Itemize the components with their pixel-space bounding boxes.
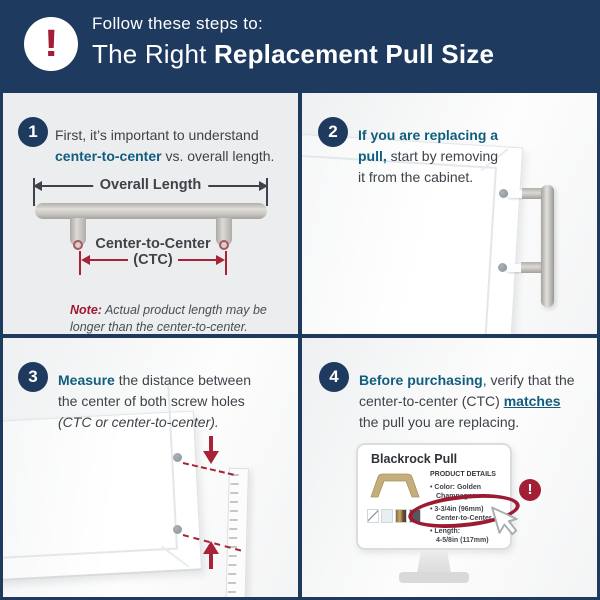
title-bold: Replacement Pull Size (213, 39, 495, 69)
alert-icon (24, 17, 78, 71)
pull-standoff (508, 190, 523, 198)
step-text-segment: start by removing (386, 148, 499, 164)
title-regular: The Right (92, 39, 214, 69)
step-text-segment: , verify that the (482, 372, 575, 388)
step-text-segment: (CTC or center-to-center). (58, 414, 219, 430)
step-text-segment: center-to-center (55, 148, 162, 164)
arrow-left-icon (81, 255, 90, 265)
detail-line: 4-5/8in (117mm) (436, 537, 489, 544)
overall-length-label: Overall Length (93, 177, 209, 193)
pull-standoff (507, 264, 522, 272)
step-text-segment: matches (503, 393, 561, 409)
step-3-text (58, 370, 266, 433)
step-text-segment: the distance between (114, 372, 252, 388)
page-title (92, 39, 494, 70)
monitor-stand (417, 550, 451, 573)
step-1-number-badge: 1 (18, 117, 48, 147)
step-2-number-badge: 2 (318, 117, 348, 147)
note-label: Note: (70, 302, 102, 317)
step-3-panel (3, 338, 298, 597)
pull-post (521, 262, 543, 273)
bar-pull-illustration (541, 185, 554, 307)
exclamation-glyph: ! (43, 23, 59, 65)
header (0, 0, 600, 93)
arrow-left-icon (33, 181, 42, 191)
ctc-arrow (81, 253, 225, 267)
step-text-segment: pull, (358, 148, 387, 164)
step-text-segment: center-to-center (CTC) (359, 393, 504, 409)
cabinet-door-illustration (3, 410, 202, 581)
detail-line: Length: (434, 528, 461, 535)
ctc-label: Center-to-Center (95, 236, 211, 252)
arrow-right-icon (216, 255, 225, 265)
step-3-number-badge: 3 (18, 362, 48, 392)
detail-line: Color: Golden (434, 484, 482, 491)
screw-hole (499, 189, 508, 198)
monitor-stand-base (399, 572, 469, 583)
product-thumbnail (367, 509, 379, 523)
step-text-segment: vs. overall length. (161, 148, 275, 164)
step-text-segment: it from the cabinet. (358, 169, 474, 185)
arrow-down-icon (203, 436, 219, 466)
step-4-panel (302, 338, 597, 597)
note-text (70, 302, 288, 335)
detail-line: 3-3/4in (96mm) (434, 506, 484, 513)
step-1-panel (3, 93, 298, 334)
golden-pull-image (368, 472, 422, 503)
bullet-icon: • (430, 484, 433, 491)
pull-bar-illustration (35, 203, 267, 219)
bullet-icon: • (430, 506, 433, 513)
screw-hole (173, 525, 182, 534)
step-text-segment: the pull you are replacing. (359, 414, 520, 430)
alert-badge-icon: ! (519, 479, 541, 501)
ruler-ticks (227, 474, 239, 597)
ctc-guide-line (225, 251, 227, 275)
ruler-illustration (225, 468, 249, 597)
bullet-icon: • (430, 528, 433, 535)
step-text-segment: First, it’s important to understand (55, 127, 259, 143)
step-1-text (55, 125, 293, 167)
step-2-panel (302, 93, 597, 334)
header-text (92, 14, 494, 70)
product-thumbnail (381, 509, 393, 523)
step-text-segment: Measure (58, 372, 115, 388)
step-2-text (358, 125, 530, 188)
detail-line: Center-to-Center (436, 515, 492, 522)
step-text-segment: Before purchasing (359, 372, 483, 388)
header-intro: Follow these steps to: (92, 14, 264, 33)
arrow-up-icon (203, 541, 219, 571)
arrow-right-icon (259, 181, 268, 191)
product-details-heading: PRODUCT DETAILS (430, 471, 496, 478)
step-text-segment: If you are replacing a (358, 127, 499, 143)
detail-line: Champagne (436, 493, 477, 500)
steps-grid (0, 93, 600, 600)
ctc-abbr-label: (CTC) (128, 252, 177, 268)
screw-hole (498, 263, 507, 272)
note-body: Actual product length may be longer than the center-to-center. (70, 302, 267, 334)
screw-hole (173, 453, 182, 462)
step-text-segment: the center of both screw holes (58, 393, 245, 409)
product-title: Blackrock Pull (371, 452, 458, 466)
step-4-text (359, 370, 597, 433)
product-thumbnail (395, 509, 407, 523)
step-4-number-badge: 4 (319, 362, 349, 392)
